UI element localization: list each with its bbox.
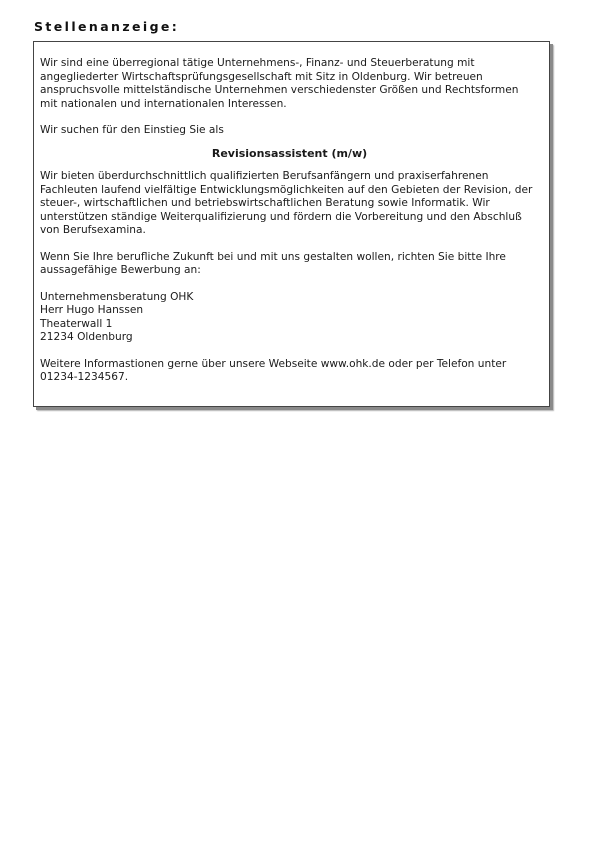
ad-more-info: Weitere Informastionen gerne über unsere Webseite www.ohk.de oder per Telefon unter 01234-1234567. (40, 357, 507, 383)
ad-call-to-action: Wenn Sie Ihre berufliche Zukunft bei und mit uns gestalten wollen, richten Sie bitte Ihre aussagefähige Bewerbung an: (40, 250, 506, 276)
address-street: Theaterwall 1 (40, 317, 113, 330)
address-city: 21234 Oldenburg (40, 331, 133, 343)
ad-intro: Wir sind eine überregional tätige Unternehmens-, Finanz- und Steuerberatung mit angegliederter Wirtschaftsprüfungsgesellschaft mit Sitz in Oldenburg. Wir betreuen anspruchsvolle mittelständische Unternehmen verschiedenster Größen und Rechtsformen mit nationalen und internationalen Interessen. (40, 57, 519, 110)
ad-position-title: Revisionsassistent (m/w) (211, 146, 368, 160)
address-contact: Herr Hugo Hanssen (40, 304, 144, 316)
ad-offer: Wir bieten überdurchschnittlich qualifizierten Berufsanfängern und praxiserfahrenen Fachleuten laufend vielfältige Entwicklungsmöglichkeiten auf den Gebieten der Revision, der steuer-, wirtschaftlichen und betriebswirtschaftlichen Beratung sowie Informatik. Wir unterstützen ständige Weiterqualifizierung und fördern die Vorbereitung und den Abschluß von Berufsexamina. (40, 170, 533, 236)
ad-search-line: Wir suchen für den Einstieg Sie als (40, 124, 224, 136)
address-company: Unternehmensberatung OHK (40, 290, 194, 303)
job-ad-box (33, 41, 550, 407)
page-heading: Stellenanzeige: (34, 19, 180, 34)
ad-address-block (40, 291, 539, 345)
